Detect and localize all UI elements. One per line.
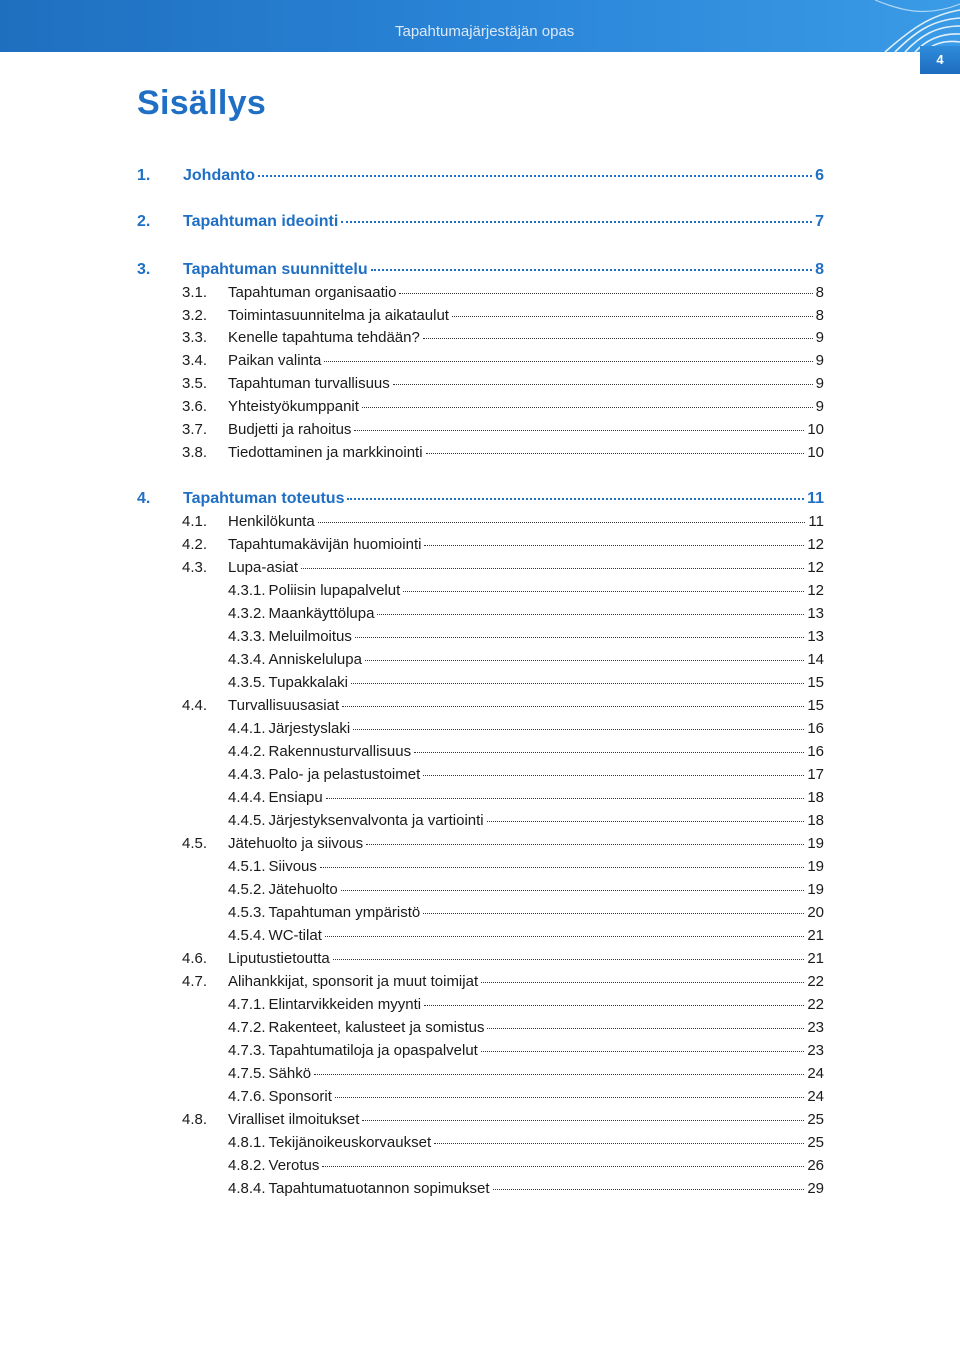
toc-entry-page: 13 [807,628,824,645]
toc-entry-label: Tapahtumatiloja ja opaspalvelut [268,1042,478,1059]
toc-entry-label: Verotus [268,1157,320,1174]
toc-entry-page: 13 [807,605,824,622]
toc-entry-number: 4.5.2. [228,881,266,898]
toc-entry-number: 4.4.2. [228,743,266,760]
toc-entry-number: 4.8.1. [228,1134,266,1151]
toc-entry-label: Tapahtuman ideointi [183,213,339,230]
toc-entry-number: 4.8.4. [228,1180,266,1197]
toc-title: Sisällys [137,84,267,122]
toc-entry-label: Tapahtumakävijän huomiointi [228,536,422,553]
toc-entry[interactable] [228,1088,824,1108]
toc-entry-label: Tupakkalaki [268,674,349,691]
toc-entry-page: 23 [807,1019,824,1036]
dot-leader [481,982,804,983]
dot-leader [377,614,804,615]
dot-leader [365,660,804,661]
toc-entry-label: Johdanto [183,167,255,184]
dot-leader [342,706,804,707]
toc-entry-number: 4.5.3. [228,904,266,921]
toc-entry-label: Anniskelulupa [268,651,362,668]
toc-entry-number: 4.3.1. [228,582,266,599]
toc-entry-page: 16 [807,720,824,737]
toc-entry-label: Tapahtuman turvallisuus [228,375,390,392]
dot-leader [301,568,804,569]
toc-entry-page: 6 [815,167,824,184]
toc-entry-label: Maankäyttölupa [268,605,375,622]
dot-leader [366,844,804,845]
toc-entry-number: 4.7.3. [228,1042,266,1059]
toc-entry[interactable] [228,605,824,625]
toc-entry[interactable] [182,697,824,717]
toc-entry-page: 19 [807,835,824,852]
dot-leader [258,175,812,177]
toc-entry-number: 4.8.2. [228,1157,266,1174]
toc-entry[interactable] [137,490,824,510]
toc-entry-label: Kenelle tapahtuma tehdään? [228,329,420,346]
toc-entry-label: Henkilökunta [228,513,315,530]
toc-entry[interactable] [182,375,824,395]
toc-entry[interactable] [182,835,824,855]
toc-entry-page: 9 [815,398,824,415]
dot-leader [487,821,805,822]
dot-leader [341,221,812,223]
dot-leader [426,453,805,454]
toc-entry-page: 9 [815,352,824,369]
toc-entry-number: 4.5.1. [228,858,266,875]
toc-entry-label: Palo- ja pelastustoimet [268,766,421,783]
dot-leader [424,1005,804,1006]
toc-entry-number: 3.6. [182,398,208,415]
toc-entry-label: Siivous [268,858,317,875]
toc-entry[interactable] [228,812,824,832]
toc-entry[interactable] [182,513,824,533]
toc-entry-number: 4.4.3. [228,766,266,783]
dot-leader [481,1051,804,1052]
toc-entry-number: 4.5.4. [228,927,266,944]
toc-entry[interactable] [182,307,824,327]
toc-entry[interactable] [228,996,824,1016]
toc-entry[interactable] [228,789,824,809]
toc-entry-page: 7 [815,213,824,230]
toc-entry-page: 26 [807,1157,824,1174]
toc-entry-label: Liputustietoutta [228,950,330,967]
dot-leader [325,936,804,937]
toc-entry-page: 12 [807,582,824,599]
dot-leader [452,316,813,317]
toc-entry-label: Ensiapu [268,789,323,806]
dot-leader [423,913,804,914]
dot-leader [341,890,805,891]
toc-entry[interactable] [137,261,824,281]
toc-entry-label: Sponsorit [268,1088,332,1105]
dot-leader [362,1120,804,1121]
toc-entry-number: 4.4.5. [228,812,266,829]
toc-entry-label: Rakennusturvallisuus [268,743,412,760]
toc-entry-number: 4.2. [182,536,208,553]
toc-entry-number: 4.7.1. [228,996,266,1013]
toc-entry[interactable] [228,628,824,648]
toc-entry-page: 16 [807,743,824,760]
dot-leader [393,384,813,385]
toc-entry-number: 4.6. [182,950,208,967]
toc-entry-label: Yhteistyökumppanit [228,398,359,415]
dot-leader [423,775,804,776]
toc-entry-page: 8 [815,307,824,324]
dot-leader [314,1074,804,1075]
page-number: 4 [920,46,960,74]
dot-leader [403,591,804,592]
toc-entry-number: 4.1. [182,513,208,530]
toc-entry-page: 8 [815,261,824,278]
toc-entry[interactable] [228,651,824,671]
toc-entry-label: Tapahtuman suunnittelu [183,261,368,278]
toc-entry-number: 4.3.3. [228,628,266,645]
toc-entry[interactable] [228,1065,824,1085]
dot-leader [355,637,804,638]
dot-leader [353,729,804,730]
toc-entry-number: 4.3. [182,559,208,576]
toc-entry-number: 3.7. [182,421,208,438]
toc-entry-number: 3.2. [182,307,208,324]
toc-entry[interactable] [228,743,824,763]
toc-entry-number: 2. [137,213,151,230]
toc-entry-page: 22 [807,973,824,990]
dot-leader [333,959,805,960]
toc-entry[interactable] [228,1157,824,1177]
toc-entry-page: 19 [807,881,824,898]
toc-entry-number: 3.8. [182,444,208,461]
dot-leader [493,1189,805,1190]
toc-entry-number: 4.3.4. [228,651,266,668]
toc-entry-number: 4.7.2. [228,1019,266,1036]
toc-entry-label: Järjestyksenvalvonta ja vartiointi [268,812,484,829]
toc-entry-page: 19 [807,858,824,875]
toc-entry-label: Rakenteet, kalusteet ja somistus [268,1019,485,1036]
toc-entry-page: 10 [807,421,824,438]
logo-swoosh-icon [870,0,960,52]
toc-entry-label: Alihankkijat, sponsorit ja muut toimijat [228,973,479,990]
toc-entry[interactable] [228,582,824,602]
toc-entry-number: 1. [137,167,151,184]
toc-entry[interactable] [182,421,824,441]
toc-entry-page: 23 [807,1042,824,1059]
toc-entry-page: 17 [807,766,824,783]
toc-entry-number: 4.4. [182,697,208,714]
toc-entry-page: 29 [807,1180,824,1197]
header-title: Tapahtumajärjestäjän opas [395,23,575,40]
toc-entry-page: 11 [808,513,824,530]
toc-entry[interactable] [182,559,824,579]
toc-entry-page: 8 [815,284,824,301]
toc-entry-label: Tapahtumatuotannon sopimukset [268,1180,490,1197]
toc-entry[interactable] [228,720,824,740]
toc-entry[interactable] [182,352,824,372]
toc-entry-label: Meluilmoitus [268,628,352,645]
toc-entry-number: 3.1. [182,284,208,301]
toc-entry-label: Tiedottaminen ja markkinointi [228,444,423,461]
toc-entry-number: 3.3. [182,329,208,346]
toc-entry[interactable] [182,398,824,418]
toc-entry[interactable] [182,329,824,349]
toc-entry-page: 15 [807,674,824,691]
toc-entry[interactable] [182,536,824,556]
toc-entry-label: Jätehuolto ja siivous [228,835,364,852]
toc-entry-label: Turvallisuusasiat [228,697,340,714]
dot-leader [414,752,804,753]
dot-leader [335,1097,804,1098]
header-bar [0,0,960,52]
dot-leader [318,522,806,523]
toc-entry[interactable] [228,1019,824,1039]
toc-entry-page: 12 [807,559,824,576]
toc-entry-number: 4.4.4. [228,789,266,806]
toc-entry-page: 18 [807,812,824,829]
toc-entry[interactable] [228,858,824,878]
toc-entry-page: 25 [807,1134,824,1151]
toc-entry-label: WC-tilat [268,927,322,944]
toc-entry[interactable] [228,927,824,947]
dot-leader [322,1166,804,1167]
toc-entry[interactable] [228,674,824,694]
toc-entry-number: 4.8. [182,1111,208,1128]
dot-leader [362,407,813,408]
toc-entry-label: Tapahtuman organisaatio [228,284,397,301]
toc-entry[interactable] [228,1042,824,1062]
toc-entry-label: Lupa-asiat [228,559,299,576]
dot-leader [347,498,804,500]
toc-entry-page: 20 [807,904,824,921]
toc-entry-page: 9 [815,329,824,346]
toc-entry-label: Tekijänoikeuskorvaukset [268,1134,432,1151]
toc-entry-label: Budjetti ja rahoitus [228,421,352,438]
toc-entry-number: 4.7.6. [228,1088,266,1105]
toc-entry-label: Tapahtuman toteutus [183,490,345,507]
toc-entry-number: 3.5. [182,375,208,392]
toc-entry[interactable] [137,213,824,233]
toc-entry-page: 18 [807,789,824,806]
toc-entry[interactable] [228,766,824,786]
toc-entry-number: 3.4. [182,352,208,369]
toc-entry-label: Paikan valinta [228,352,322,369]
toc-entry[interactable] [182,973,824,993]
dot-leader [371,269,813,271]
toc-entry-label: Poliisin lupapalvelut [268,582,401,599]
toc-entry-page: 15 [807,697,824,714]
toc-entry-page: 10 [807,444,824,461]
toc-entry-page: 12 [807,536,824,553]
toc-entry-page: 14 [807,651,824,668]
toc-entry[interactable] [182,1111,824,1131]
toc-entry-page: 11 [807,490,824,507]
toc-entry[interactable] [137,167,824,187]
dot-leader [324,361,812,362]
toc-entry-page: 21 [807,950,824,967]
toc-entry-page: 21 [807,927,824,944]
toc-entry-number: 4.5. [182,835,208,852]
toc-entry-number: 4.4.1. [228,720,266,737]
toc-entry-page: 22 [807,996,824,1013]
toc-entry[interactable] [228,904,824,924]
toc-entry-page: 24 [807,1065,824,1082]
toc-entry-number: 4. [137,490,151,507]
dot-leader [423,338,813,339]
dot-leader [487,1028,804,1029]
dot-leader [424,545,804,546]
toc-entry-label: Järjestyslaki [268,720,351,737]
toc-entry-number: 4.7. [182,973,208,990]
toc-entry[interactable] [228,881,824,901]
toc-entry[interactable] [228,1180,824,1200]
dot-leader [354,430,804,431]
toc-entry-label: Jätehuolto [268,881,338,898]
toc-entry-page: 25 [807,1111,824,1128]
toc-entry-label: Sähkö [268,1065,312,1082]
toc-entry-page: 24 [807,1088,824,1105]
toc-entry-label: Elintarvikkeiden myynti [268,996,422,1013]
toc-entry-label: Tapahtuman ympäristö [268,904,421,921]
toc-entry-page: 9 [815,375,824,392]
toc-entry-label: Toimintasuunnitelma ja aikataulut [228,307,449,324]
toc-entry-label: Viralliset ilmoitukset [228,1111,360,1128]
toc-entry[interactable] [182,950,824,970]
dot-leader [326,798,805,799]
toc-entry[interactable] [182,444,824,464]
toc-entry-number: 3. [137,261,151,278]
dot-leader [351,683,804,684]
toc-entry-number: 4.3.2. [228,605,266,622]
dot-leader [434,1143,804,1144]
dot-leader [320,867,804,868]
toc-entry[interactable] [182,284,824,304]
toc-entry-number: 4.3.5. [228,674,266,691]
dot-leader [399,293,812,294]
toc-entry[interactable] [228,1134,824,1154]
toc-entry-number: 4.7.5. [228,1065,266,1082]
